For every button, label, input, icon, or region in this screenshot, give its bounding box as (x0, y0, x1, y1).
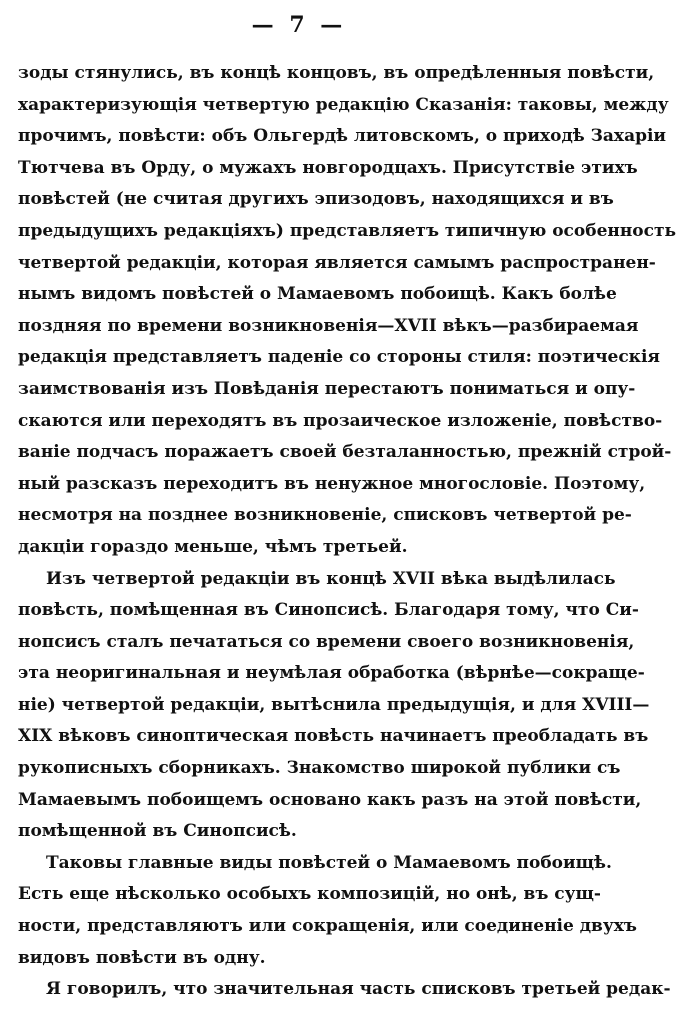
text-line: Тютчева въ Орду, о мужахъ новгородцахъ. Присутствіе этихъ (18, 157, 638, 178)
text-line: помѣщенной въ Синопсисѣ. (18, 821, 297, 842)
text-line: дакціи гораздо меньше, чѣмъ третьей. (18, 536, 408, 557)
text-line: прочимъ, повѣсти: объ Ольгердѣ литовскомъ, о приходѣ Захаріи (18, 126, 667, 147)
text-line: ваніе подчасъ поражаетъ своей безталанностью, прежній строй- (18, 442, 672, 463)
text-line: Таковы главные виды повѣстей о Мамаевомъ побоищѣ. (46, 852, 612, 873)
text-line: нопсисъ сталъ печататься со времени своего возникновенія, (18, 631, 635, 652)
text-line: XIX вѣковъ синоптическая повѣсть начинаетъ преобладать въ (18, 726, 649, 747)
text-line: повѣсть, помѣщенная въ Синопсисѣ. Благодаря тому, что Си- (18, 600, 639, 621)
body-text (18, 58, 676, 1006)
text-line: характеризующія четвертую редакцію Сказанія: таковы, между (18, 94, 669, 115)
page-number: — 7 — (251, 12, 347, 38)
text-line: Я говорилъ, что значительная часть списковъ третьей редак- (46, 979, 671, 1000)
text-line: четвертой редакціи, которая является самымъ распространен- (18, 252, 656, 273)
text-line: Есть еще нѣсколько особыхъ композицій, но онѣ, въ сущ- (18, 884, 601, 905)
text-line: предыдущихъ редакціяхъ) представляетъ типичную особенность (18, 220, 676, 241)
text-line: заимствованія изъ Повѣданія перестаютъ пониматься и опу- (18, 378, 636, 399)
text-line: Мамаевымъ побоищемъ основано какъ разъ на этой повѣсти, (18, 789, 642, 810)
text-line: ный разсказъ переходитъ въ ненужное многословіе. Поэтому, (18, 473, 646, 494)
text-line: рукописныхъ сборникахъ. Знакомство широкой публики съ (18, 758, 621, 779)
text-line: повѣстей (не считая другихъ эпизодовъ, находящихся и въ (18, 189, 614, 210)
text-line: Изъ четвертой редакціи въ концѣ XVII вѣка выдѣлилась (46, 568, 616, 589)
text-line: зоды стянулись, въ концѣ концовъ, въ опредѣленныя повѣсти, (18, 63, 655, 83)
text-line: нымъ видомъ повѣстей о Мамаевомъ побоищѣ. Какъ болѣе (18, 284, 617, 305)
text-line: эта неоригинальная и неумѣлая обработка (вѣрнѣе—сокраще- (18, 663, 645, 684)
text-line: видовъ повѣсти въ одну. (18, 947, 266, 968)
text-line: скаются или переходятъ въ прозаическое изложеніе, повѣство- (18, 410, 663, 431)
text-line: поздняя по времени возникновенія—XVII вѣкъ—разбираемая (18, 315, 639, 336)
text-line: несмотря на позднее возникновеніе, списковъ четвертой ре- (18, 505, 632, 526)
text-line: ніе) четвертой редакціи, вытѣснила предыдущія, и для XVIII— (18, 694, 650, 715)
text-line: редакція представляетъ паденіе со стороны стиля: поэтическія (18, 347, 660, 368)
text-line: ности, представляютъ или сокращенія, или соединеніе двухъ (18, 916, 637, 937)
